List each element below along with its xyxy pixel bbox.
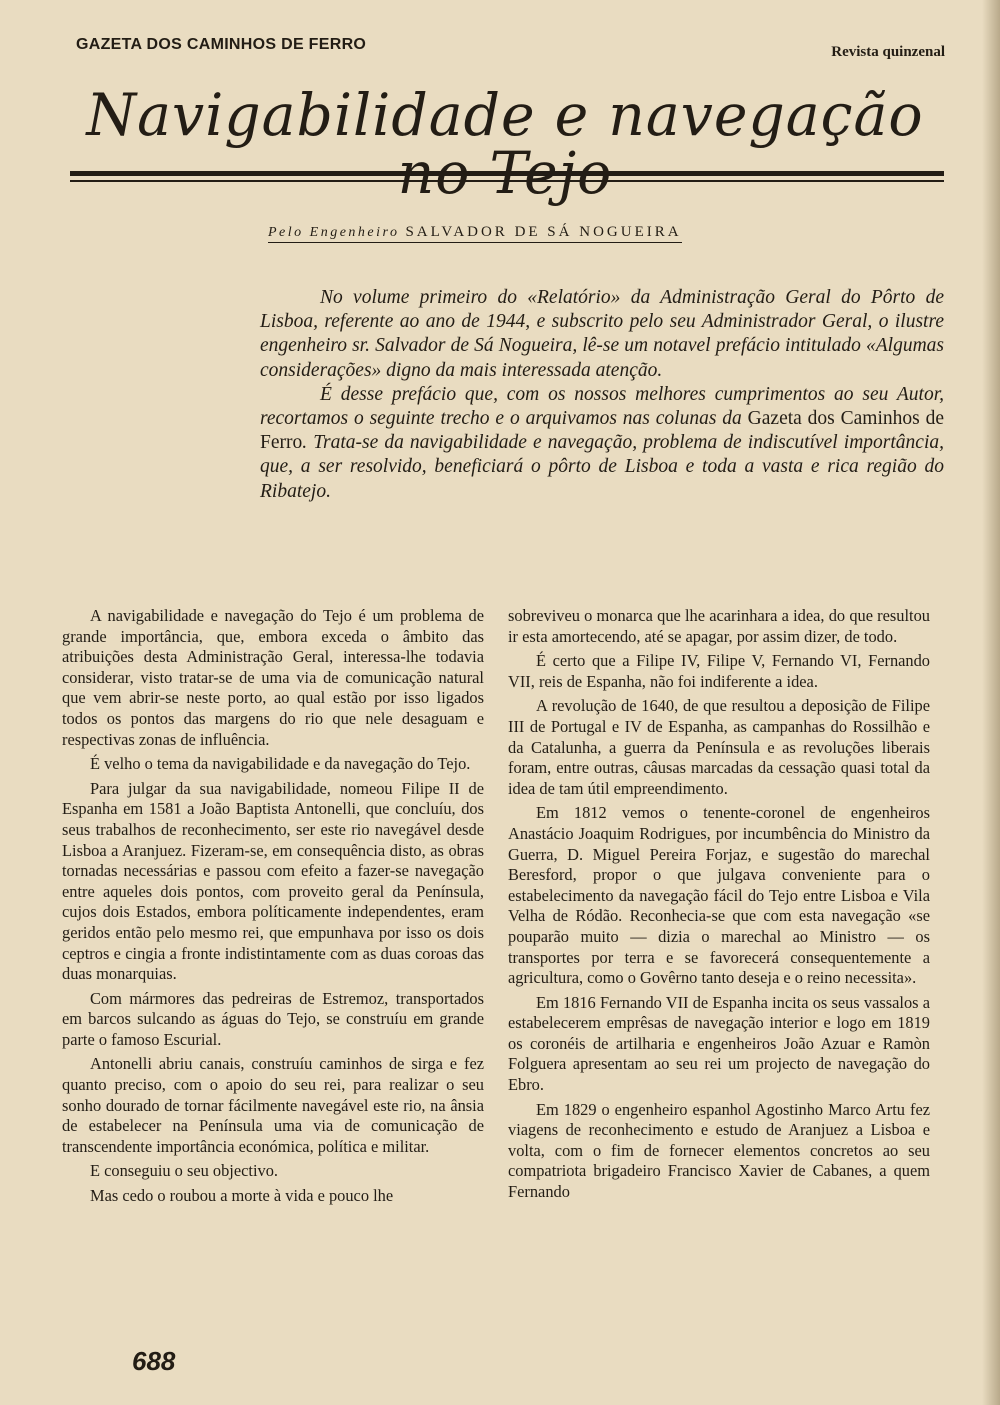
article-title: Navigabilidade e navegação xyxy=(86,81,924,149)
intro-text: No volume primeiro do «Relatório» da Administração Geral do Pôrto de Lisboa, referente ao ano de 1944, e subscrito pelo seu Administrador Geral, o ilustre engenheiro sr. Salvador de Sá Nogueira, lê-se um notavel prefácio intitulado «Algumas considerações» digno da mais interessada atenção. xyxy=(260,287,944,381)
body-column-right xyxy=(508,606,930,1207)
periodicity-label: Revista quinzenal xyxy=(831,44,945,60)
body-paragraph: E conseguiu o seu objectivo. xyxy=(90,1161,278,1181)
journal-name: GAZETA DOS CAMINHOS DE FERRO xyxy=(76,36,367,53)
title-rule-thin xyxy=(70,180,944,182)
body-paragraph: Com mármores das pedreiras de Estremoz, transportados em barcos sulcando as águas do Tejo, se construíu em grande parte o famoso Escurial. xyxy=(62,988,484,1049)
body-paragraph-continued: sobreviveu o monarca que lhe acarinhara a idea, do que resultou ir esta amortecendo, até se apagar, por assim dizer, de todo. xyxy=(508,606,930,646)
body-paragraph: É velho o tema da navigabilidade e da navegação do Tejo. xyxy=(90,754,471,774)
body-paragraph: Em 1812 vemos o tenente-coronel de engenheiros Anastácio Joaquim Rodrigues, por incumbência do Ministro da Guerra, D. Miguel Pereira Forjaz, e sugestão do marechal Beresford, propor o que julgava conveniente para o estabelecimento da navegação fácil do Tejo entre Lisboa e Vila Velha de Ródão. Reconhecia-se que com esta navegação «se pouparão muito — dizia o marechal ao Ministro — os transportes por terra e se favorecerá consequentemente a agricultura, como o Govêrno tanto deseja e o reino necessita». xyxy=(508,803,930,988)
article-intro xyxy=(260,286,944,504)
journal-reference: Gazeta dos Caminhos de Ferro xyxy=(260,408,944,454)
byline-prefix: Pelo Engenheiro xyxy=(268,225,400,240)
body-paragraph: A navigabilidade e navegação do Tejo é um problema de grande importância, que, embora exceda o âmbito das atribuições desta Administração Geral, interessa-lhe todavia considerar, visto tratar-se de uma via de comunicação natural que vem abrir-se neste porto, ao qual estão por isso ligados todos os pontos das margens do rio que nele desaguam e respectivas zonas de influência. xyxy=(62,606,484,749)
page-edge-shadow xyxy=(982,0,1000,1405)
intro-text: . Trata-se da navigabilidade e navegação, problema de indiscutível importância, que, a ser resolvido, beneficiará o pôrto de Lisboa e toda a vasta e rica região do Ribatejo. xyxy=(260,432,944,502)
body-paragraph: Para julgar da sua navigabilidade, nomeou Filipe II de Espanha em 1581 a João Baptista Antonelli, que concluíu, dos seus trabalhos de reconhecimento, ser este rio navegável desde Lisboa a Aranjuez. Fizeram-se, em consequência disto, as obras tornadas necessárias e passou com efeito a fazer-se navegação entre aqueles dois pontos, com proveito geral da Península, cujos dois Estados, embora políticamente independentes, eram geridos então pelo mesmo rei, que empunhava por isso os dois ceptros e cingia a fronte indistintamente com as duas coroas das duas monarquias. xyxy=(62,778,484,984)
byline xyxy=(268,224,682,243)
body-paragraph: Antonelli abriu canais, construíu caminhos de sirga e fez quanto preciso, com o apoio do seu rei, para realizar o seu sonho dourado de tornar fácilmente navegável este rio, na ânsia de estabelecer na Península uma via de comunicação de transcendente importância económica, política e militar. xyxy=(62,1054,484,1156)
page-number: 688 xyxy=(132,1346,176,1376)
intro-paragraph xyxy=(260,286,944,383)
body-paragraph: É certo que a Filipe IV, Filipe V, Fernando VI, Fernando VII, reis de Espanha, não foi indiferente a idea. xyxy=(508,651,930,691)
intro-text: É desse prefácio que, com os nossos melhores cumprimentos ao seu Autor, recortamos o seguinte trecho e o arquivamos nas colunas da xyxy=(260,383,944,430)
body-paragraph: Em 1829 o engenheiro espanhol Agostinho Marco Artu fez viagens de reconhecimento e estudo de Aranjuez a Lisboa e volta, com o fim de fornecer elementos concretos ao seu compatriota brigadeiro Francisco Xavier de Cabanes, a quem Fernando xyxy=(508,1099,930,1202)
byline-author: SALVADOR DE SÁ NOGUEIRA xyxy=(405,224,682,240)
title-rule-thick xyxy=(70,171,944,176)
body-paragraph: Em 1816 Fernando VII de Espanha incita os seus vassalos a estabelecerem emprêsas de navegação interior e logo em 1819 os coronéis de artilharia e engenheiros João Azuar e Ramòn Folguera apresentam ao seu rei um projecto de navegação do Ebro. xyxy=(508,992,930,1095)
body-paragraph: A revolução de 1640, de que resultou a deposição de Filipe III de Portugal e IV de Espanha, as campanhas do Rossilhão e da Catalunha, a guerra da Península e as revoluções liberais foram, entre outras, câusas marcadas da cessação quasi total da idea de tam útil empreendimento. xyxy=(508,696,930,798)
body-paragraph: Mas cedo o roubou a morte à vida e pouco lhe xyxy=(90,1186,394,1206)
body-column-left xyxy=(62,606,484,1211)
intro-paragraph xyxy=(260,383,944,504)
